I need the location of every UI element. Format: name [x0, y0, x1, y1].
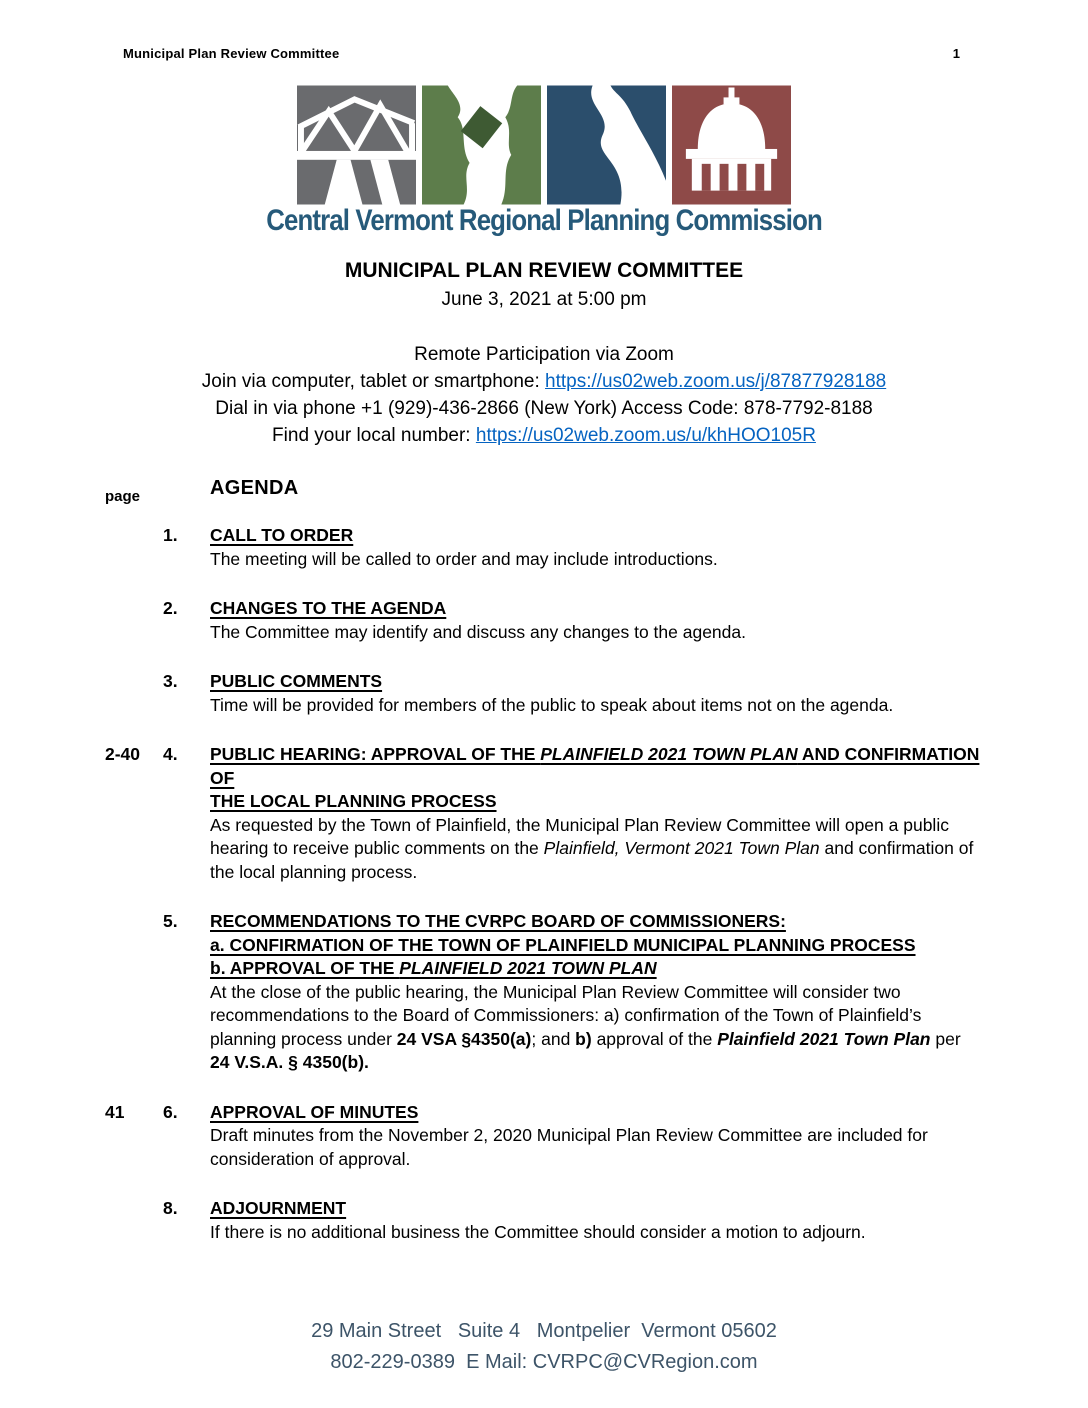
- agenda-item: [0, 1197, 1088, 1244]
- river-icon: [547, 85, 666, 205]
- item-page-ref: [105, 670, 163, 717]
- item-page-ref: [105, 910, 163, 1075]
- item-heading: CHANGES TO THE AGENDA: [210, 598, 447, 618]
- meeting-datetime: June 3, 2021 at 5:00 pm: [441, 289, 647, 310]
- item-description: The Committee may identify and discuss any changes to the agenda.: [210, 621, 746, 642]
- page-number: 1: [952, 46, 960, 61]
- item-number: 8.: [163, 1198, 178, 1218]
- item-body: [210, 524, 982, 571]
- item-description: At the close of the public hearing, the Municipal Plan Review Committee will consider two recommendations to the Board of Commissioners: a) confirmation of the Town of Plainfield’s planning process under 24 VSA §4350(a); and b) approval of the Plainfield 2021 Town Plan per 24 V.S.A. § 4350(b).: [210, 981, 961, 1072]
- agenda-item: [0, 597, 1088, 644]
- item-number: 4.: [163, 744, 178, 764]
- footer-block: [0, 1316, 1088, 1378]
- agenda-page-column-label: page: [105, 488, 141, 505]
- item-number: 3.: [163, 671, 178, 691]
- item-description: Time will be provided for members of the public to speak about items not on the agenda.: [210, 694, 894, 715]
- item-description: As requested by the Town of Plainfield, the Municipal Plan Review Committee will open a public hearing to receive public comments on the Plainfield, Vermont 2021 Town Plan and confirmation of the local planning process.: [210, 814, 974, 882]
- footer-address: 29 Main Street Suite 4 Montpelier Vermont 05602: [311, 1320, 777, 1342]
- agenda-item: [0, 524, 1088, 571]
- remote-participation-block: [0, 341, 1088, 449]
- zoom-local-number-link[interactable]: https://us02web.zoom.us/u/khHOO105R: [475, 425, 816, 446]
- item-heading: RECOMMENDATIONS TO THE CVRPC BOARD OF COMMISSIONERS: a. CONFIRMATION OF THE TOWN OF PLAINFIELD MUNICIPAL PLANNING PROCESS b. APPROVAL OF THE PLAINFIELD 2021 TOWN PLAN: [210, 911, 916, 978]
- footer-contact: 802-229-0389 E Mail: CVRPC@CVRegion.com: [330, 1351, 758, 1373]
- logo-wordmark-row: [0, 204, 1088, 238]
- item-body: [210, 743, 982, 884]
- meeting-title: MUNICIPAL PLAN REVIEW COMMITTEE: [344, 259, 744, 282]
- vermont-map-icon: [422, 85, 541, 205]
- item-heading: CALL TO ORDER: [210, 525, 354, 545]
- item-body: [210, 1197, 982, 1244]
- agenda-item: [0, 910, 1088, 1075]
- agenda-item: [0, 670, 1088, 717]
- remote-local-label: Find your local number:: [272, 425, 476, 446]
- capitol-dome-icon: [672, 85, 791, 205]
- item-number: 5.: [163, 911, 178, 931]
- item-number: 2.: [163, 598, 178, 618]
- item-heading: PUBLIC COMMENTS: [210, 671, 383, 691]
- item-description: If there is no additional business the Committee should consider a motion to adjourn.: [210, 1221, 866, 1242]
- item-number: 6.: [163, 1101, 178, 1122]
- item-body: [210, 1101, 982, 1172]
- cvrpc-logo: [0, 85, 1088, 205]
- item-heading: ADJOURNMENT: [210, 1198, 347, 1218]
- agenda-item: [0, 1101, 1088, 1172]
- item-page-ref: [105, 597, 163, 644]
- item-page-ref: [105, 524, 163, 571]
- remote-dial-line: Dial in via phone +1 (929)-436-2866 (New York) Access Code: 878-7792-8188: [215, 398, 873, 419]
- logo-wordmark: Central Vermont Regional Planning Commission: [266, 204, 822, 237]
- item-number: 1.: [163, 525, 178, 545]
- item-body: [210, 910, 982, 1075]
- remote-local-line: [0, 422, 1088, 449]
- item-page-ref: [105, 1197, 163, 1244]
- agenda-item-list: [0, 524, 1088, 1270]
- zoom-join-link[interactable]: https://us02web.zoom.us/j/87877928188: [545, 371, 887, 392]
- remote-heading: Remote Participation via Zoom: [414, 344, 674, 365]
- agenda-item: [0, 743, 1088, 884]
- item-description: The meeting will be called to order and may include introductions.: [210, 548, 718, 569]
- remote-join-line: [0, 368, 1088, 395]
- covered-bridge-icon: [297, 85, 416, 205]
- remote-join-label: Join via computer, tablet or smartphone:: [201, 371, 546, 392]
- item-body: [210, 670, 982, 717]
- item-heading: PUBLIC HEARING: APPROVAL OF THE PLAINFIELD 2021 TOWN PLAN AND CONFIRMATION OF THE LOCAL PLANNING PROCESS: [210, 744, 980, 811]
- agenda-heading: AGENDA: [210, 477, 299, 499]
- item-heading: APPROVAL OF MINUTES: [210, 1101, 419, 1122]
- item-page-ref: 2-40: [105, 744, 141, 764]
- item-page-ref: 41: [105, 1101, 125, 1122]
- item-description: Draft minutes from the November 2, 2020 Municipal Plan Review Committee are included for consideration of approval.: [210, 1125, 928, 1169]
- running-header-title: Municipal Plan Review Committee: [123, 46, 340, 61]
- item-body: [210, 597, 982, 644]
